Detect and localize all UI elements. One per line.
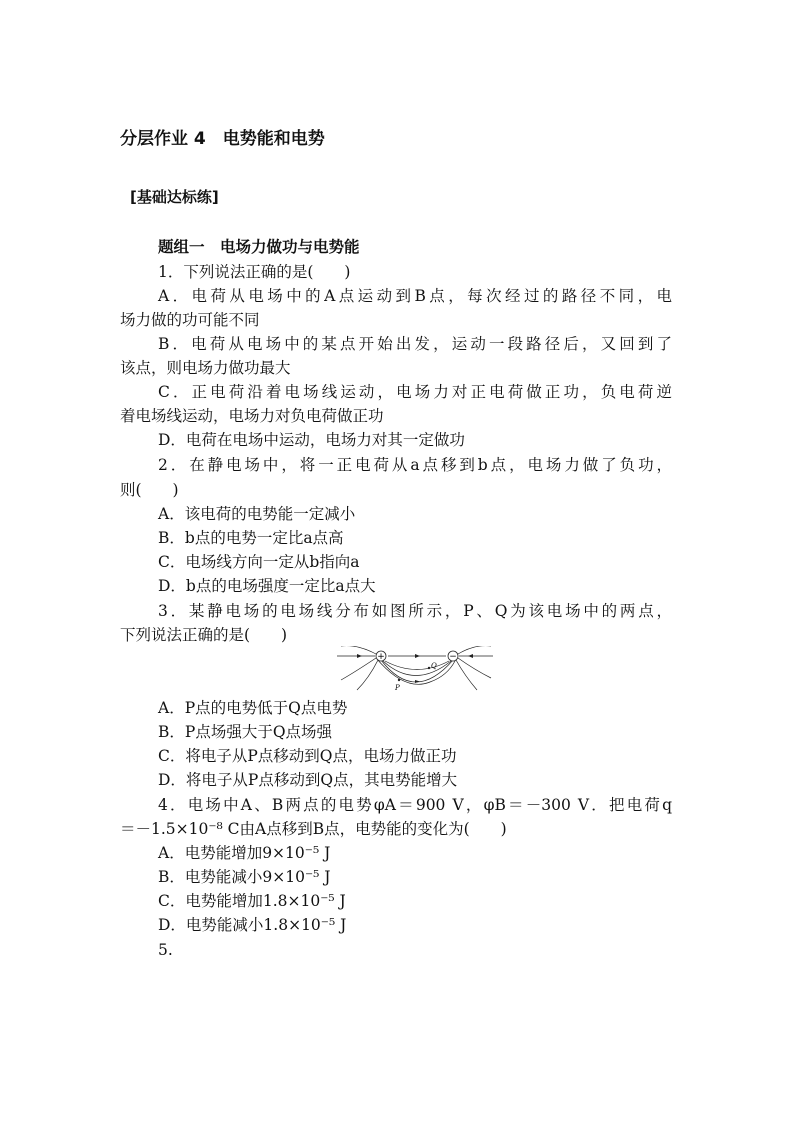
q2-stem-line1: 2．在静电场中，将一正电荷从a点移到b点，电场力做了负功， [158, 456, 672, 474]
q2-stem-line2: 则( ) [120, 481, 179, 499]
q3-option-c: C．将电子从P点移动到Q点，电场力做正功 [158, 747, 457, 765]
q3-stem-line2: 下列说法正确的是( ) [120, 626, 288, 644]
q1-option-c-line1: C．正电荷沿着电场线运动，电场力对正电荷做正功，负电荷逆 [158, 383, 672, 401]
negative-charge-label: − [449, 652, 457, 662]
q4-stem-line1: 4．电场中A、B两点的电势φA＝900 V，φB＝－300 V．把电荷q [158, 796, 672, 814]
q1-option-b-line1: B．电荷从电场中的某点开始出发，运动一段路径后，又回到了 [158, 335, 672, 353]
q1-option-d: D．电荷在电场中运动，电场力对其一定做功 [158, 431, 465, 449]
section-heading: [基础达标练] [130, 188, 219, 206]
positive-charge-label: + [377, 652, 385, 662]
q2-option-d: D．b点的电场强度一定比a点大 [158, 577, 376, 595]
q3-option-b: B．P点场强大于Q点场强 [158, 723, 333, 741]
q1-option-b-line2: 该点，则电场力做功最大 [120, 359, 291, 377]
q4-option-b: B．电势能减小9×10⁻⁵ J [158, 868, 331, 886]
q3-option-d: D．将电子从P点移动到Q点，其电势能增大 [158, 771, 458, 789]
page-title: 分层作业 4 电势能和电势 [120, 129, 325, 149]
q1-option-a-line1: A．电荷从电场中的A点运动到B点，每次经过的路径不同，电 [158, 287, 672, 305]
q1-option-a-line2: 场力做的功可能不同 [120, 311, 260, 329]
q4-option-d: D．电势能减小1.8×10⁻⁵ J [158, 916, 347, 934]
q1-option-c-line2: 着电场线运动，电场力对负电荷做正功 [120, 407, 384, 425]
q1-stem: 1．下列说法正确的是( ) [158, 263, 351, 281]
q4-option-c: C．电势能增加1.8×10⁻⁵ J [158, 892, 346, 910]
q5-stem: 5. [158, 941, 173, 959]
electric-field-figure [335, 646, 495, 692]
q3-stem-line1: 3．某静电场的电场线分布如图所示，P、Q为该电场中的两点， [158, 602, 672, 620]
q3-option-a: A．P点的电势低于Q点电势 [158, 699, 348, 717]
q2-option-b: B．b点的电势一定比a点高 [158, 529, 344, 547]
q2-option-c: C．电场线方向一定从b指向a [158, 553, 360, 571]
q4-option-a: A．电势能增加9×10⁻⁵ J [158, 844, 331, 862]
q2-option-a: A．该电荷的电势能一定减小 [158, 505, 356, 523]
point-q-label: Q [431, 662, 437, 670]
point-p-label: P [395, 684, 400, 692]
group-heading: 题组一 电场力做功与电势能 [158, 238, 360, 256]
q4-stem-line2: ＝－1.5×10⁻⁸ C由A点移到B点，电势能的变化为( ) [120, 820, 507, 838]
